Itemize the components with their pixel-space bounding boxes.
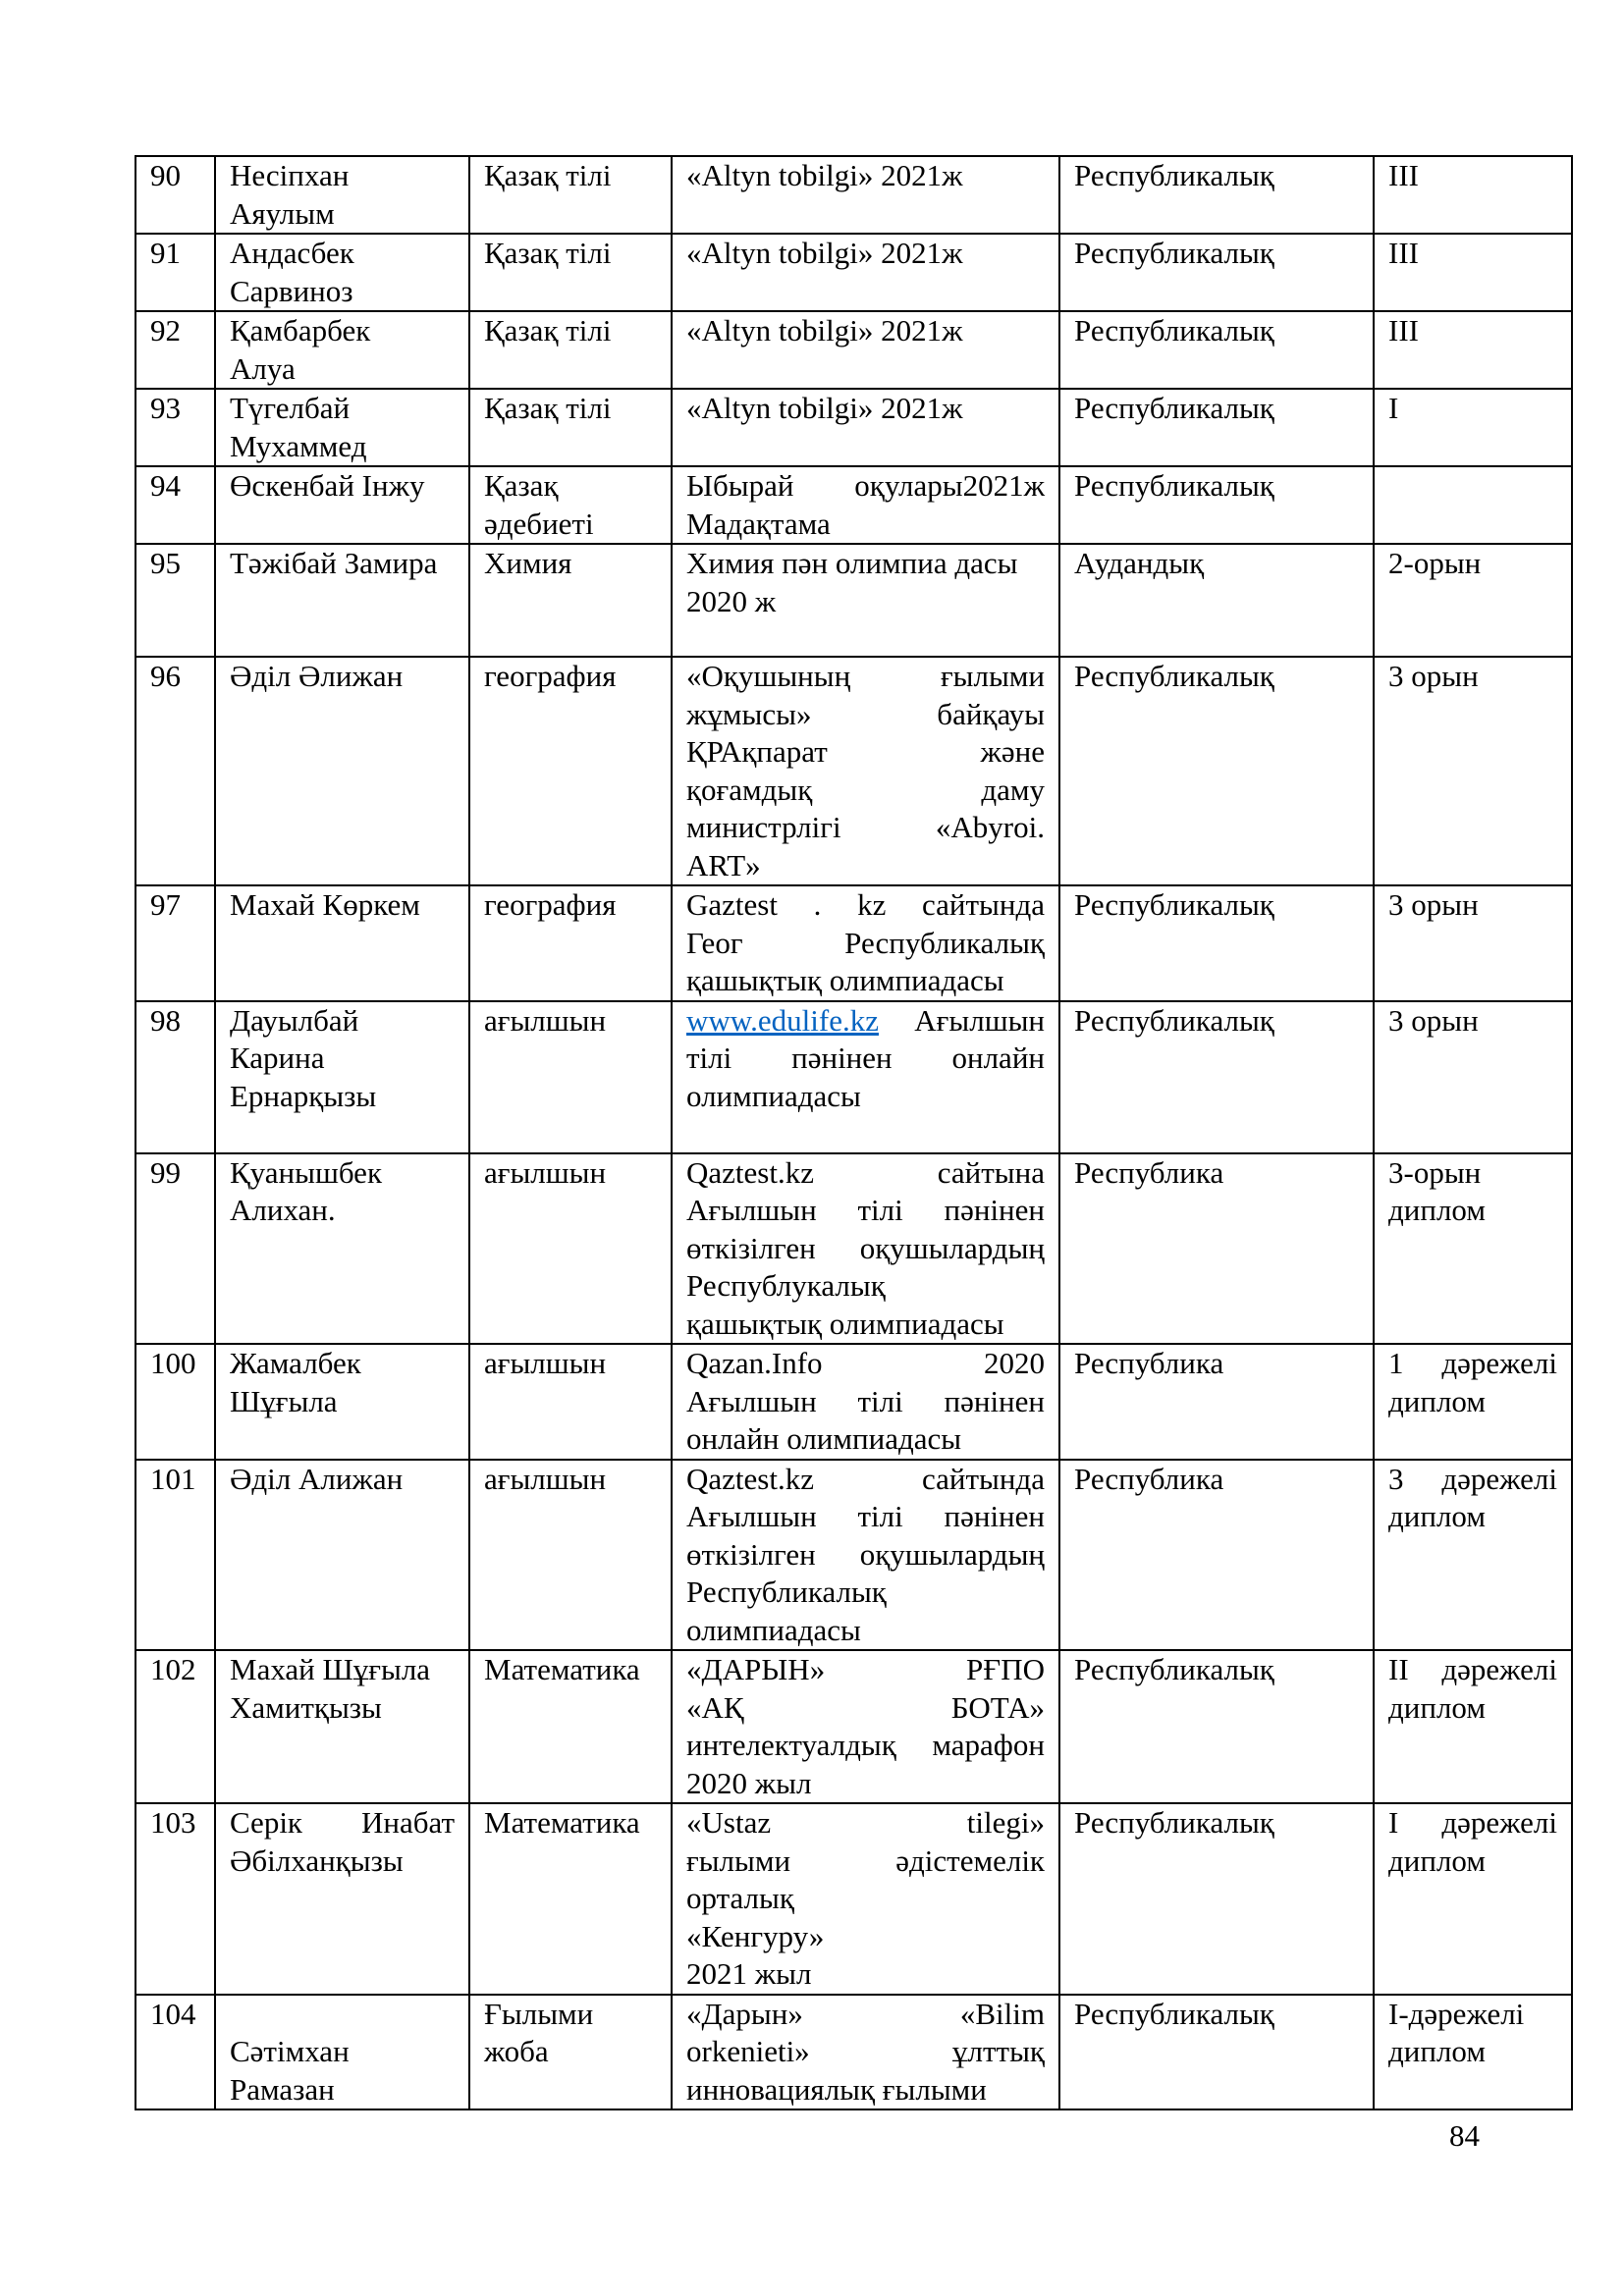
table-row [135,544,1572,657]
student-name-cell [215,156,469,234]
student-name-cell [215,544,469,657]
event-line: қоғамдық даму [686,772,1045,807]
student-name-cell [215,1995,469,2110]
student-name-line: Әділ Алижан [230,1461,404,1496]
level-cell: Республика [1059,1344,1374,1460]
event-line: Мадақтама [686,506,831,541]
place-line: 3 орын [1388,1002,1479,1038]
place-cell [1374,1650,1572,1803]
place-cell [1374,1803,1572,1995]
table-row [135,1803,1572,1995]
student-name-cell [215,234,469,311]
place-cell [1374,234,1572,311]
subject-cell [469,156,672,234]
student-name-line: Түгелбай [230,391,351,425]
place-line: I [1388,391,1399,425]
row-number: 97 [135,885,215,1001]
table-row [135,466,1572,544]
level-cell: Республикалық [1059,657,1374,885]
table-row [135,1650,1572,1803]
student-name-cell [215,1001,469,1153]
row-number: 100 [135,1344,215,1460]
event-line: инновациялық ғылыми [686,2071,987,2107]
table-row [135,657,1572,885]
row-number: 92 [135,311,215,389]
event-line: олимпиадасы [686,1612,861,1647]
event-line: қашықтық олимпиадасы [686,963,1004,997]
place-line: диплом [1388,2034,1486,2068]
student-name-cell [215,885,469,1001]
student-name-line: Тәжібай Замира [230,546,438,580]
event-cell [672,544,1059,657]
event-line: 2020 жыл [686,1765,812,1800]
event-line: «Кенгуру» [686,1918,825,1953]
event-line: тілі пәнінен онлайн [686,1041,1045,1075]
student-name-line: Жамалбек [230,1346,361,1380]
subject-cell [469,234,672,311]
place-cell [1374,156,1572,234]
row-number: 91 [135,234,215,311]
event-cell [672,1995,1059,2110]
table-row [135,1153,1572,1345]
event-line: Химия пән олимпиа дасы [686,546,1018,580]
event-line: «АҚ БОТА» [686,1689,1045,1725]
event-line: Ыбырай оқулары2021ж [686,468,1045,503]
event-line: Qaztest.kz сайтында [686,1461,1045,1496]
student-name-line: Мухаммед [230,428,367,463]
level-cell: Республикалық [1059,1001,1374,1153]
event-cell [672,885,1059,1001]
level-cell: Республикалық [1059,466,1374,544]
event-cell [672,1460,1059,1651]
event-line: «Altyn tobilgi» 2021ж [686,236,963,270]
event-line: министрлігі «Abyroi. [686,810,1045,844]
event-cell [672,1803,1059,1995]
level-cell: Республикалық [1059,156,1374,234]
table-row [135,1995,1572,2110]
level-cell: Республикалық [1059,1650,1374,1803]
row-number: 104 [135,1995,215,2110]
place-cell [1374,544,1572,657]
event-line: орталық [686,1881,794,1915]
student-name-line: Өскенбай Інжу [230,468,425,503]
level-cell: Республикалық [1059,1803,1374,1995]
student-name-line: Махай Шұғыла [230,1652,431,1686]
place-cell [1374,311,1572,389]
subject-line: Математика [484,1652,640,1686]
place-line: диплом [1388,1383,1486,1418]
subject-line: ағылшын [484,1154,607,1190]
event-line [686,1002,1045,1041]
place-line: диплом [1388,1499,1486,1533]
row-number: 95 [135,544,215,657]
row-number: 99 [135,1153,215,1345]
subject-cell [469,466,672,544]
subject-cell [469,1803,672,1995]
place-line: диплом [1388,1193,1486,1227]
event-line: Республикалық [686,1575,887,1609]
subject-line: Қазақ [484,468,559,503]
event-cell [672,1344,1059,1460]
student-name-line: Сәтімхан [230,2034,350,2068]
event-cell [672,156,1059,234]
subject-line: Ғылыми [484,1996,594,2031]
level-cell: Республикалық [1059,311,1374,389]
place-line: I дәрежелі [1388,1805,1557,1840]
row-number: 96 [135,657,215,885]
student-name-line: Несіпхан [230,158,350,192]
subject-line: Қазақ тілі [484,313,612,347]
row-number: 93 [135,389,215,466]
event-line: Ағылшын тілі пәнінен [686,1383,1045,1418]
student-name-line: Сарвиноз [230,273,353,308]
event-line: orkenieti» ұлттық [686,2034,1045,2068]
student-name-line [230,1996,455,2034]
student-name-cell [215,389,469,466]
subject-line: Қазақ тілі [484,158,612,192]
student-name-cell [215,1460,469,1651]
event-line: Республукалық [686,1268,886,1303]
student-name-cell [215,1650,469,1803]
subject-line: ағылшын [484,1461,607,1496]
subject-cell [469,1344,672,1460]
place-line: диплом [1388,1842,1486,1878]
event-cell [672,466,1059,544]
event-line: Ағылшын тілі пәнінен [686,1193,1045,1227]
student-name-line: Әділ Әлижан [230,659,404,693]
event-line: Геог Республикалық [686,925,1045,960]
subject-cell [469,1460,672,1651]
row-number: 94 [135,466,215,544]
event-cell [672,311,1059,389]
student-name-cell [215,311,469,389]
table-row [135,1001,1572,1153]
place-line: II дәрежелі [1388,1652,1557,1686]
page-number: 84 [1449,2118,1480,2153]
subject-line: география [484,659,617,693]
student-name-line: Аяулым [230,195,335,231]
place-cell [1374,657,1572,885]
student-name-line: Шұғыла [230,1383,338,1418]
place-cell [1374,1995,1572,2110]
event-line: 2020 ж [686,583,777,618]
event-line: «Altyn tobilgi» 2021ж [686,158,963,192]
event-line: ғылыми әдістемелік [686,1842,1045,1878]
student-name-line: Әбілханқызы [230,1842,404,1878]
event-line: ART» [686,847,761,882]
student-name-line: Карина [230,1041,325,1075]
level-cell: Республикалық [1059,1995,1374,2110]
student-name-line: Хамитқызы [230,1689,382,1725]
student-name-cell [215,1803,469,1995]
place-line: диплом [1388,1689,1486,1725]
results-table-body [135,156,1572,2109]
student-name-line: Дауылбай [230,1002,359,1038]
student-name-line: Махай Көркем [230,887,420,922]
level-cell: Республикалық [1059,885,1374,1001]
subject-cell [469,544,672,657]
event-line: ҚРАқпарат және [686,734,1045,769]
place-line: 2-орын [1388,546,1482,580]
event-line: Gaztest . kz сайтында [686,887,1045,922]
event-line: өткізілген оқушылардың [686,1230,1045,1265]
event-line: жұмысы» байқауы [686,696,1045,731]
subject-cell [469,1001,672,1153]
subject-line: Математика [484,1805,640,1840]
event-cell [672,389,1059,466]
subject-line: ағылшын [484,1002,607,1038]
student-name-line: Андасбек [230,236,354,270]
place-cell [1374,885,1572,1001]
place-line: 3-орын [1388,1154,1482,1190]
subject-line: география [484,887,617,922]
student-name-cell [215,466,469,544]
event-cell [672,1001,1059,1153]
level-cell: Республикалық [1059,234,1374,311]
row-number: 98 [135,1001,215,1153]
event-line: қашықтық олимпиадасы [686,1306,1004,1341]
subject-line: жоба [484,2034,549,2068]
table-row [135,311,1572,389]
event-line-text: Ағылшын [914,1002,1045,1038]
student-name-line: Қуанышбек [230,1154,382,1190]
place-cell [1374,1153,1572,1345]
event-line: «Дарын» «Bilim [686,1996,1045,2031]
subject-line: Химия [484,546,572,580]
place-cell [1374,466,1572,544]
event-line: Qaztest.kz сайтына [686,1154,1045,1190]
level-cell: Аудандық [1059,544,1374,657]
level-cell: Республика [1059,1460,1374,1651]
row-number: 90 [135,156,215,234]
table-row [135,389,1572,466]
level-cell: Республика [1059,1153,1374,1345]
edulife-link[interactable]: www.edulife.kz [686,1002,879,1038]
table-row [135,234,1572,311]
row-number: 102 [135,1650,215,1803]
place-line: 3 дәрежелі [1388,1461,1557,1496]
event-cell [672,1153,1059,1345]
table-row [135,156,1572,234]
student-name-cell [215,1153,469,1345]
event-line: Qazan.Info 2020 [686,1346,1045,1380]
place-line: 3 орын [1388,659,1479,693]
event-line: «Altyn tobilgi» 2021ж [686,391,963,425]
event-line: Ағылшын тілі пәнінен [686,1499,1045,1533]
student-name-cell [215,657,469,885]
student-name-line: Қамбарбек [230,313,371,347]
subject-cell [469,311,672,389]
subject-cell [469,389,672,466]
place-cell [1374,1001,1572,1153]
subject-cell [469,885,672,1001]
place-line: III [1388,236,1419,270]
place-line: I-дәрежелі [1388,1996,1525,2031]
level-cell: Республикалық [1059,389,1374,466]
place-cell [1374,1460,1572,1651]
subject-cell [469,1650,672,1803]
subject-cell [469,657,672,885]
event-line: «Оқушының ғылыми [686,659,1045,693]
student-name-line: Алуа [230,350,296,386]
subject-line: ағылшын [484,1346,607,1380]
event-line: онлайн олимпиадасы [686,1421,962,1456]
student-name-line: Ернарқызы [230,1078,377,1113]
event-line: «Altyn tobilgi» 2021ж [686,313,963,347]
row-number: 101 [135,1460,215,1651]
student-name-cell [215,1344,469,1460]
subject-line: әдебиеті [484,506,594,541]
table-row [135,885,1572,1001]
place-cell [1374,1344,1572,1460]
table-row [135,1460,1572,1651]
event-cell [672,657,1059,885]
subject-cell [469,1995,672,2110]
event-cell [672,1650,1059,1803]
place-line: III [1388,158,1419,192]
table-row [135,1344,1572,1460]
event-line: «ДАРЫН» РҒПО [686,1652,1045,1686]
event-line: олимпиадасы [686,1078,861,1113]
place-line: III [1388,313,1419,347]
row-number: 103 [135,1803,215,1995]
event-line: 2021 жыл [686,1956,812,1991]
subject-line: Қазақ тілі [484,391,612,425]
place-line: 3 орын [1388,887,1479,922]
student-name-line: Алихан. [230,1193,336,1227]
event-cell [672,234,1059,311]
subject-line: Қазақ тілі [484,236,612,270]
subject-cell [469,1153,672,1345]
student-name-line: Рамазан [230,2071,335,2107]
place-line: 1 дәрежелі [1388,1346,1557,1380]
event-line: интелектуалдық марафон [686,1728,1045,1762]
student-name-line: Серік Инабат [230,1805,455,1840]
event-line: өткізілген оқушылардың [686,1536,1045,1572]
place-cell [1374,389,1572,466]
results-table [135,155,1573,2110]
event-line: «Ustaz tilegi» [686,1805,1045,1840]
